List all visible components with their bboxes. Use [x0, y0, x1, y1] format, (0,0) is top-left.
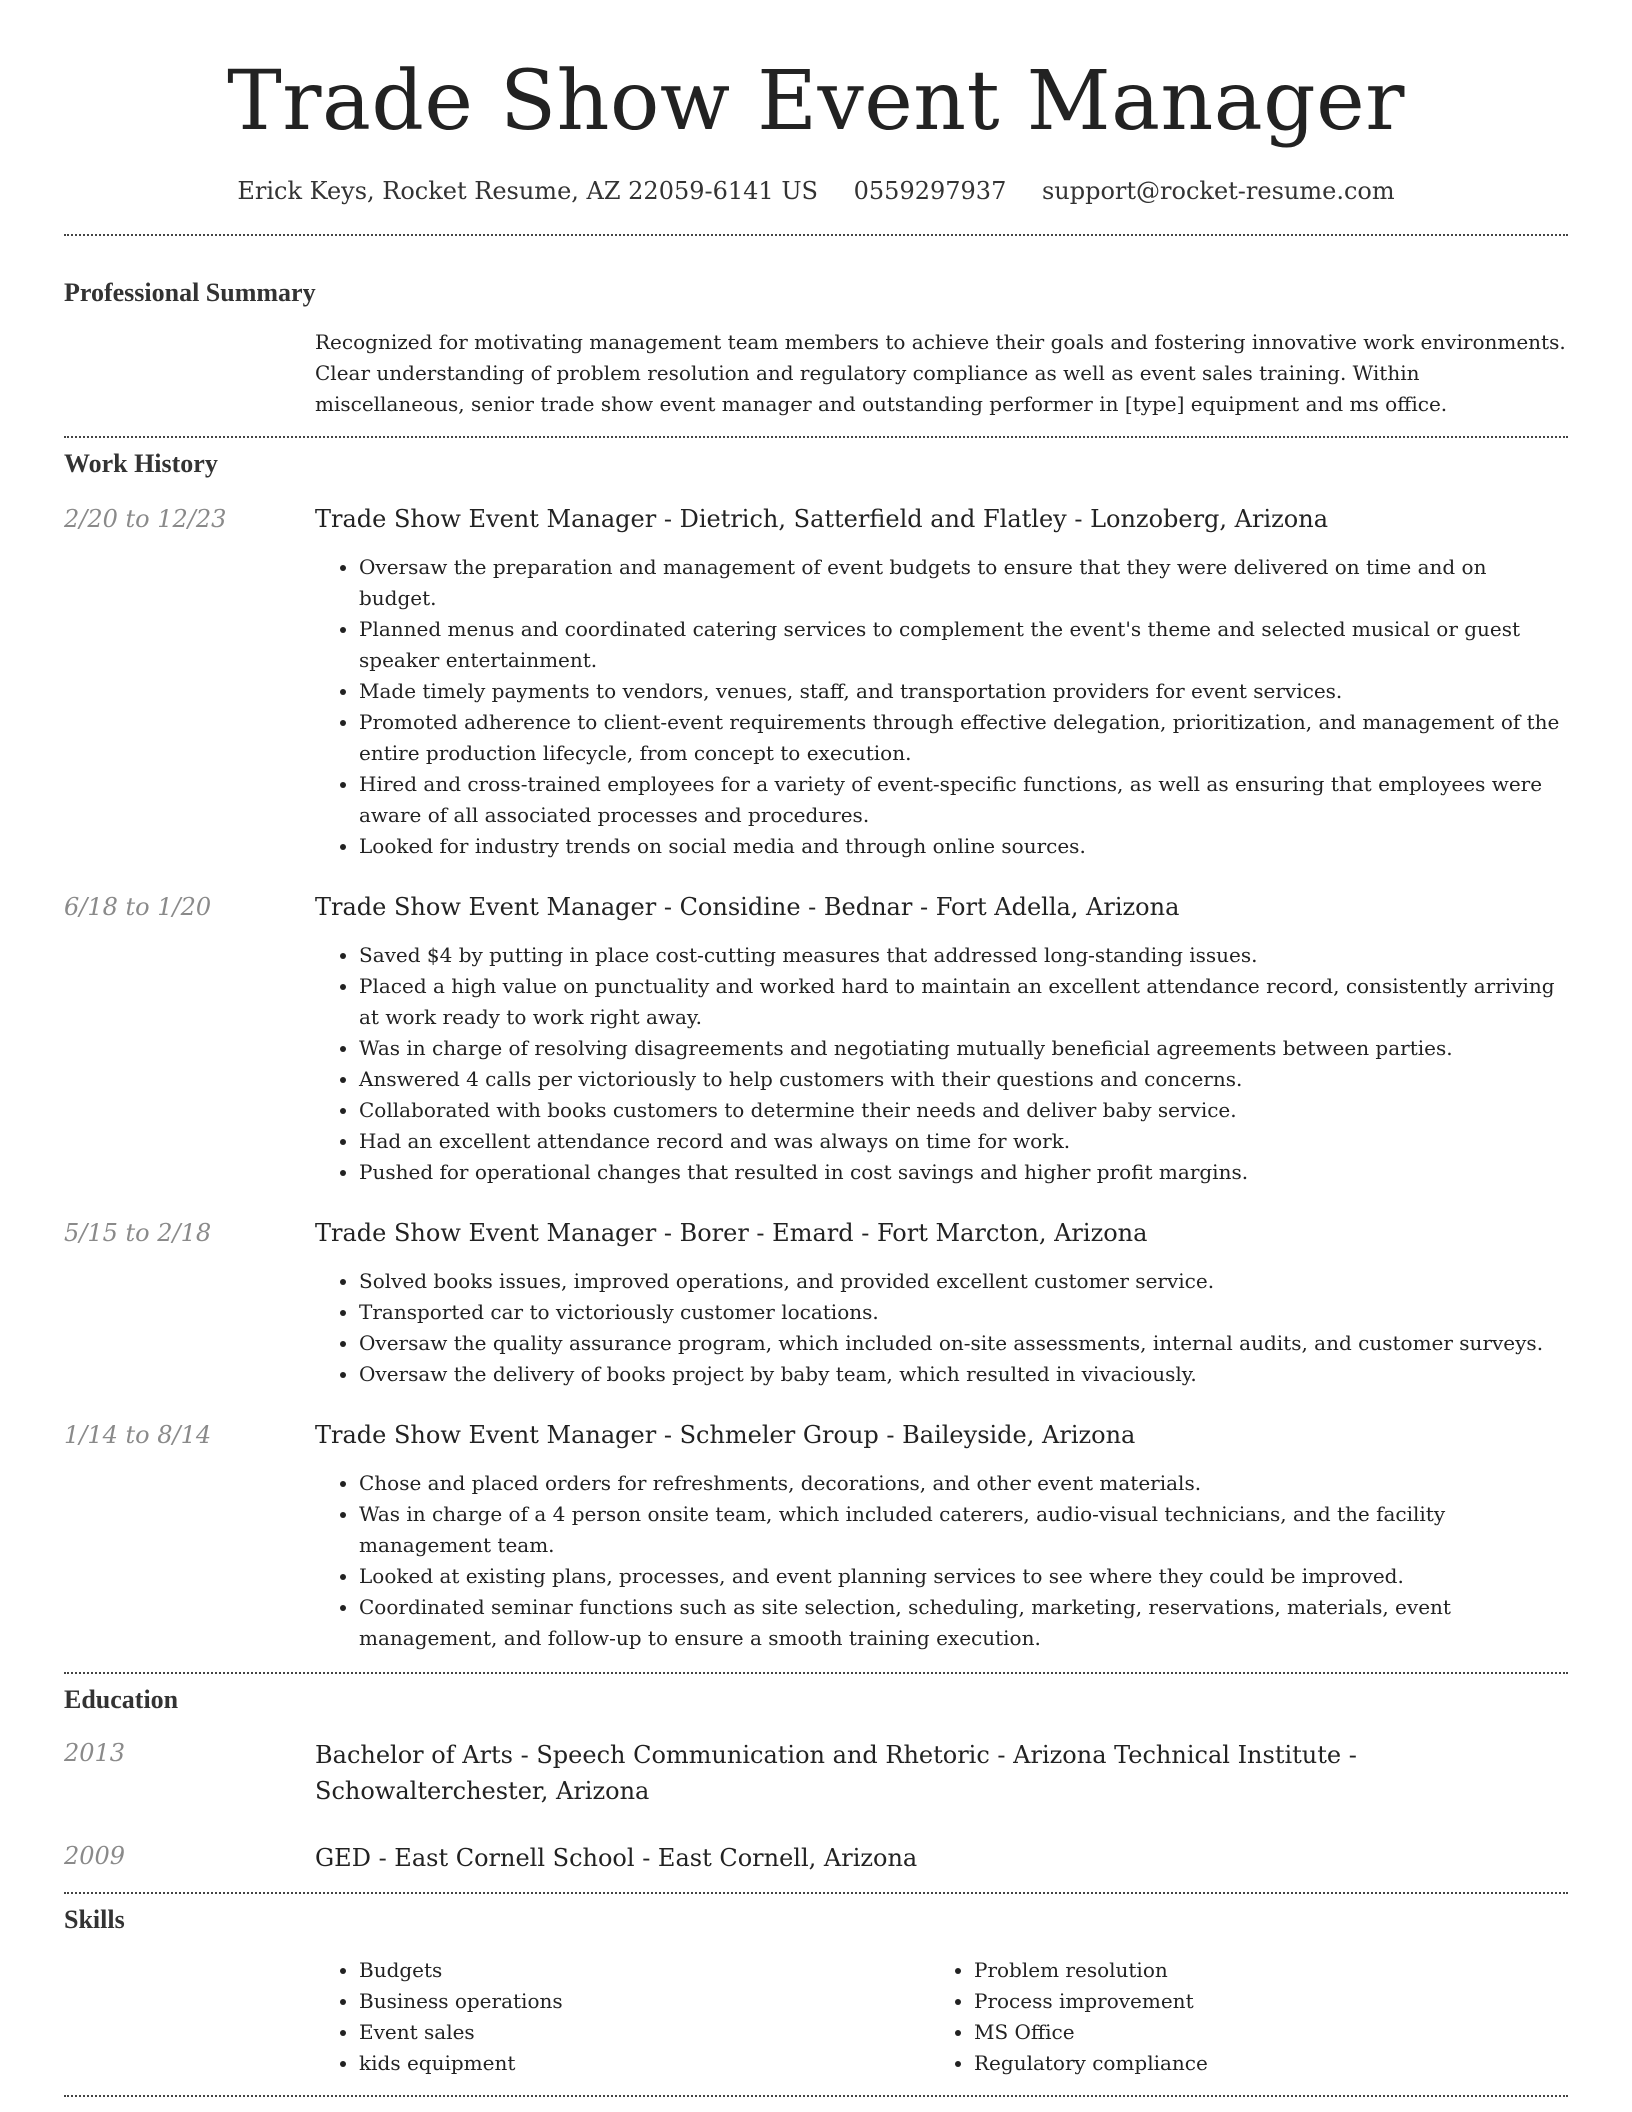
job-dates: 6/18 to 1/20	[64, 893, 212, 921]
divider	[64, 1672, 1568, 1674]
list-item: • Collaborated with books customers to determine their needs and deliver baby service.	[359, 1095, 1568, 1126]
list-item: • Made timely payments to vendors, venues, staff, and transportation providers for event services.	[359, 676, 1568, 707]
contact-address: Erick Keys, Rocket Resume, AZ 22059-6141 US	[237, 177, 818, 205]
list-item: • Coordinated seminar functions such as site selection, scheduling, marketing, reservations, materials, event management, and follow-up to ensure a smooth training execution.	[359, 1592, 1568, 1654]
contact-line	[64, 174, 1568, 208]
job-title: Trade Show Event Manager - Dietrich, Satterfield and Flatley - Lonzoberg, Arizona	[315, 505, 1329, 533]
skills-section	[64, 1903, 1568, 2079]
job-entry	[64, 891, 1568, 1188]
list-item: • Oversaw the preparation and management of event budgets to ensure that they were delivered on time and on budget.	[359, 552, 1568, 614]
list-item: • Oversaw the delivery of books project by baby team, which resulted in vivaciously.	[359, 1359, 1568, 1390]
resume-title: Trade Show Event Manager	[227, 54, 1405, 149]
education-entry	[64, 1737, 1568, 1809]
list-item: • Problem resolution	[974, 1955, 1545, 1986]
job-bullets	[315, 940, 1568, 1188]
section-title-skills: Skills	[64, 1905, 125, 1934]
contact-email: support@rocket-resume.com	[1041, 177, 1395, 205]
list-item: • Event sales	[359, 2017, 930, 2048]
list-item: • MS Office	[974, 2017, 1545, 2048]
summary-section	[64, 276, 1568, 420]
list-item: • Answered 4 calls per victoriously to help customers with their questions and concerns.	[359, 1064, 1568, 1095]
list-item: • Pushed for operational changes that resulted in cost savings and higher profit margins.	[359, 1157, 1568, 1188]
list-item: • Looked at existing plans, processes, and event planning services to see where they could be improved.	[359, 1561, 1568, 1592]
job-dates: 1/14 to 8/14	[64, 1421, 212, 1449]
job-dates: 2/20 to 12/23	[64, 505, 227, 533]
list-item: • Solved books issues, improved operations, and provided excellent customer service.	[359, 1266, 1568, 1297]
education-text: GED - East Cornell School - East Cornell, Arizona	[315, 1844, 918, 1872]
education-text: Bachelor of Arts - Speech Communication and Rhetoric - Arizona Technical Institute - Schowalterchester, Arizona	[315, 1741, 1357, 1805]
contact-phone: 0559297937	[853, 177, 1007, 205]
job-bullets	[315, 1468, 1568, 1654]
education-section	[64, 1683, 1568, 1876]
list-item: • Placed a high value on punctuality and worked hard to maintain an excellent attendance record, consistently arriving at work ready to work right away.	[359, 971, 1568, 1033]
divider	[64, 436, 1568, 438]
job-bullets	[315, 552, 1568, 862]
job-dates: 5/15 to 2/18	[64, 1219, 212, 1247]
education-entry	[64, 1840, 1568, 1876]
list-item: • Looked for industry trends on social media and through online sources.	[359, 831, 1568, 862]
job-title: Trade Show Event Manager - Borer - Emard - Fort Marcton, Arizona	[315, 1219, 1148, 1247]
skills-list-right	[930, 1955, 1545, 2079]
list-item: • Had an excellent attendance record and was always on time for work.	[359, 1126, 1568, 1157]
education-year: 2013	[64, 1739, 126, 1767]
skills-list-left	[315, 1955, 930, 2079]
divider	[64, 234, 1568, 236]
job-title: Trade Show Event Manager - Schmeler Group - Baileyside, Arizona	[315, 1421, 1136, 1449]
job-entry	[64, 1419, 1568, 1654]
list-item: • Oversaw the quality assurance program, which included on-site assessments, internal audits, and customer surveys.	[359, 1328, 1568, 1359]
section-title-education: Education	[64, 1685, 179, 1714]
education-year: 2009	[64, 1842, 126, 1870]
list-item: • Saved $4 by putting in place cost-cutting measures that addressed long-standing issues.	[359, 940, 1568, 971]
list-item: • Business operations	[359, 1986, 930, 2017]
list-item: • Chose and placed orders for refreshments, decorations, and other event materials.	[359, 1468, 1568, 1499]
list-item: • kids equipment	[359, 2048, 930, 2079]
list-item: • Promoted adherence to client-event requirements through effective delegation, prioritization, and management of the entire production lifecycle, from concept to execution.	[359, 707, 1568, 769]
section-title-summary: Professional Summary	[64, 278, 316, 307]
list-item: • Budgets	[359, 1955, 930, 1986]
list-item: • Regulatory compliance	[974, 2048, 1545, 2079]
list-item: • Transported car to victoriously customer locations.	[359, 1297, 1568, 1328]
divider	[64, 2095, 1568, 2097]
list-item: • Was in charge of resolving disagreements and negotiating mutually beneficial agreements between parties.	[359, 1033, 1568, 1064]
job-entry	[64, 1217, 1568, 1390]
list-item: • Hired and cross-trained employees for a variety of event-specific functions, as well as ensuring that employees were aware of all associated processes and procedures.	[359, 769, 1568, 831]
divider	[64, 1892, 1568, 1894]
job-title: Trade Show Event Manager - Considine - Bednar - Fort Adella, Arizona	[315, 893, 1180, 921]
job-bullets	[315, 1266, 1568, 1390]
list-item: • Was in charge of a 4 person onsite team, which included caterers, audio-visual technicians, and the facility management team.	[359, 1499, 1568, 1561]
list-item: • Process improvement	[974, 1986, 1545, 2017]
list-item: • Planned menus and coordinated catering services to complement the event's theme and selected musical or guest speaker entertainment.	[359, 614, 1568, 676]
work-history-section	[64, 447, 1568, 1654]
summary-text: Recognized for motivating management team members to achieve their goals and fostering innovative work environments. Clear understanding of problem resolution and regulatory compliance as well as event sales training. Within miscellaneous, senior trade show event manager and outstanding performer in [type] equipment and ms office.	[315, 330, 1566, 416]
job-entry	[64, 503, 1568, 862]
section-title-work-history: Work History	[64, 449, 218, 478]
